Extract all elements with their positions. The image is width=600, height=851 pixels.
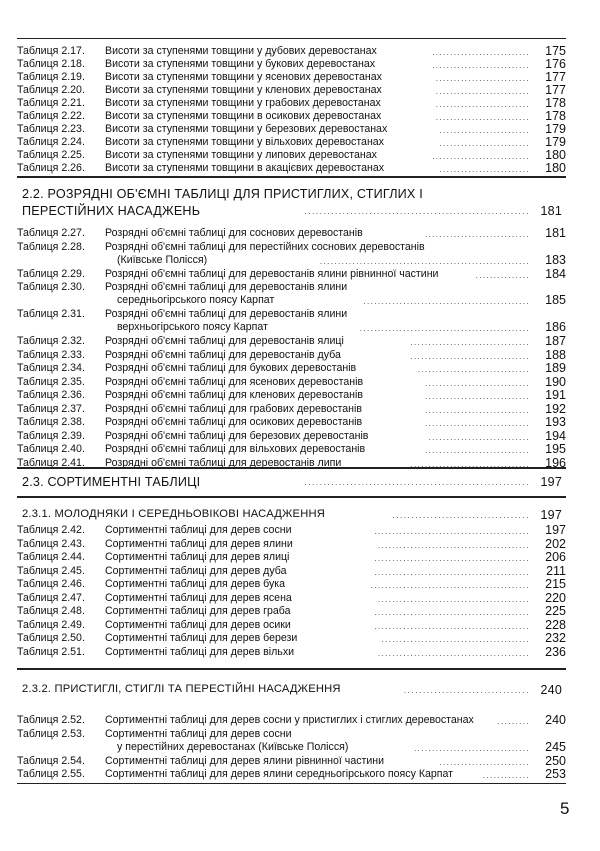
section-heading bbox=[22, 475, 562, 489]
subsection-heading bbox=[22, 683, 562, 695]
toc-entry-title: Розрядні об'ємні таблиці для соснових деревостанів bbox=[105, 227, 363, 239]
leader-dots: ............................. bbox=[424, 405, 530, 415]
toc-entry-title-continued: середньогірського поясу Карпат bbox=[117, 294, 275, 306]
toc-entry-label: Таблиця 2.40. bbox=[17, 443, 85, 455]
toc-entry-label: Таблиця 2.23. bbox=[17, 123, 85, 135]
section-heading-line2: ПЕРЕСТІЙНИХ НАСАДЖЕНЬ bbox=[22, 204, 201, 218]
toc-entry-page-number: 181 bbox=[545, 226, 566, 240]
toc-entry-label: Таблиця 2.19. bbox=[17, 71, 85, 83]
toc-entry-page-number: 184 bbox=[545, 266, 566, 281]
subsection-page-number: 240 bbox=[540, 683, 562, 697]
leader-dots: ................................. bbox=[410, 351, 530, 361]
toc-entry-title: Сортиментні таблиці для дерев ялиці bbox=[105, 551, 290, 563]
leader-dots: ............................. bbox=[424, 446, 530, 455]
toc-entry-label: Таблиця 2.28. bbox=[17, 240, 85, 253]
toc-entry-label: Таблиця 2.51. bbox=[17, 645, 85, 658]
toc-entry-title: Розрядні об'ємні таблиці для деревостанів дуба bbox=[105, 348, 341, 361]
leader-dots: ................................. bbox=[403, 686, 530, 695]
toc-entry-page-number: 191 bbox=[545, 388, 566, 402]
toc-entry-label: Таблиця 2.47. bbox=[17, 591, 85, 604]
leader-dots: .......................... bbox=[435, 74, 530, 83]
toc-entry-title: Сортиментні таблиці для дерев ясена bbox=[105, 591, 292, 604]
toc-entry-title: Розрядні об'ємні таблиці для деревостанів ялини bbox=[105, 308, 348, 320]
toc-entry-title: Висоти за ступенями товщини в акацієвих деревостанах bbox=[105, 162, 385, 174]
section-heading-line1: 2.2. РОЗРЯДНІ ОБ'ЄМНІ ТАБЛИЦІ ДЛЯ ПРИСТИГЛИХ, СТИГЛИХ І bbox=[22, 187, 423, 201]
leader-dots: ........................................... bbox=[374, 608, 530, 617]
toc-entry-title: Сортиментні таблиці для дерев ялини середньогірського поясу Карпат bbox=[105, 768, 454, 780]
leader-dots: .............................................. bbox=[363, 297, 530, 306]
toc-entry-page-number: 185 bbox=[545, 293, 566, 307]
toc-block-heights bbox=[17, 38, 566, 178]
toc-entry-page-number: 178 bbox=[545, 96, 566, 110]
toc-entry-label: Таблиця 2.50. bbox=[17, 632, 85, 644]
section-heading-text: 2.3. СОРТИМЕНТНІ ТАБЛИЦІ bbox=[22, 475, 201, 489]
toc-entry-title: Розрядні об'ємні таблиці для деревостанів липи bbox=[105, 456, 342, 469]
toc-entry-title: Висоти за ступенями товщини у кленових деревостанах bbox=[105, 84, 382, 96]
toc-entry-title-continued: (Київське Полісся) bbox=[117, 253, 208, 266]
section-heading-line2-row bbox=[22, 204, 562, 218]
toc-entry-page-number: 215 bbox=[545, 577, 566, 591]
toc-entry-label: Таблиця 2.27. bbox=[17, 227, 85, 239]
toc-entry-label: Таблиця 2.36. bbox=[17, 389, 85, 401]
toc-entry-title: Розрядні об'ємні таблиці для деревостанів ялини рівнинної частини bbox=[105, 267, 439, 280]
leader-dots: ......... bbox=[497, 717, 530, 726]
toc-entry-title: Сортиментні таблиці для дерев сосни у пристиглих і стиглих деревостанах bbox=[105, 714, 474, 726]
toc-entry-title: Висоти за ступенями товщини у березових деревостанах bbox=[105, 123, 388, 135]
toc-entry-page-number: 228 bbox=[545, 617, 566, 632]
leader-dots: .......................... bbox=[435, 87, 530, 96]
leader-dots: ............................................... bbox=[359, 324, 530, 333]
toc-entry-page-number: 250 bbox=[545, 753, 566, 768]
toc-entry-page-number: 193 bbox=[545, 415, 566, 429]
toc-entry-title: Сортиментні таблиці для дерев дуба bbox=[105, 564, 287, 577]
leader-dots: .......................................... bbox=[377, 594, 530, 604]
toc-entry-title: Висоти за ступенями товщини у липових деревостанах bbox=[105, 149, 377, 161]
toc-entry-label: Таблиця 2.20. bbox=[17, 84, 85, 96]
toc-entry-page-number: 175 bbox=[545, 44, 566, 58]
toc-entry-title: Сортиментні таблиці для дерев бука bbox=[105, 578, 286, 590]
toc-entry-label: Таблиця 2.32. bbox=[17, 335, 85, 347]
toc-entry-label: Таблиця 2.49. bbox=[17, 618, 85, 631]
toc-entry-title: Сортиментні таблиці для дерев вільхи bbox=[105, 645, 295, 658]
toc-entry-page-number: 220 bbox=[545, 590, 566, 605]
toc-entry-page-number: 240 bbox=[545, 713, 566, 727]
toc-entry-page-number: 176 bbox=[545, 57, 566, 71]
leader-dots: ........................................................... bbox=[304, 207, 530, 216]
page-number: 5 bbox=[560, 799, 570, 818]
toc-entry-page-number: 192 bbox=[545, 401, 566, 416]
toc-entry-title: Висоти за ступенями товщини у букових деревостанах bbox=[105, 58, 376, 70]
leader-dots: ......................... bbox=[439, 126, 530, 135]
leader-dots: ................................ bbox=[414, 743, 530, 753]
toc-entry-title: Висоти за ступенями товщини у ясенових деревостанах bbox=[105, 71, 382, 83]
toc-entry-page-number: 180 bbox=[545, 148, 566, 162]
leader-dots: ......................... bbox=[439, 757, 530, 767]
leader-dots: ................................. bbox=[410, 338, 530, 347]
toc-entry-page-number: 189 bbox=[545, 361, 566, 375]
toc-entry-page-number: 195 bbox=[545, 442, 566, 456]
toc-entry-label: Таблиця 2.39. bbox=[17, 429, 85, 442]
toc-entry-page-number: 177 bbox=[545, 70, 566, 84]
toc-entry-label: Таблиця 2.45. bbox=[17, 564, 85, 577]
toc-entry-title-continued: верхньогірського поясу Карпат bbox=[117, 321, 268, 333]
toc-entry-page-number: 187 bbox=[545, 334, 566, 348]
toc-entry-page-number: 245 bbox=[545, 739, 566, 754]
toc-entry-label: Таблиця 2.18. bbox=[17, 58, 85, 70]
toc-entry-page-number: 179 bbox=[545, 122, 566, 136]
toc-entry-title: Сортиментні таблиці для дерев осики bbox=[105, 618, 291, 631]
toc-entry-title: Розрядні об'ємні таблиці для вільхових деревостанів bbox=[105, 443, 366, 455]
toc-entry-label: Таблиця 2.55. bbox=[17, 768, 85, 780]
leader-dots: .......................... bbox=[435, 113, 530, 122]
toc-entry-page-number: 202 bbox=[545, 536, 566, 551]
toc-entry-label: Таблиця 2.53. bbox=[17, 727, 85, 740]
toc-entry-page-number: 196 bbox=[545, 455, 566, 470]
toc-entry-page-number: 232 bbox=[545, 631, 566, 645]
toc-entry-label: Таблиця 2.29. bbox=[17, 267, 85, 280]
toc-entry-page-number: 194 bbox=[545, 428, 566, 443]
toc-entry-label: Таблиця 2.37. bbox=[17, 402, 85, 415]
toc-entry-title: Розрядні об'ємні таблиці для осикових деревостанів bbox=[105, 416, 363, 428]
toc-entry-label: Таблиця 2.41. bbox=[17, 456, 85, 469]
toc-entry-title: Розрядні об'ємні таблиці для березових деревостанів bbox=[105, 429, 369, 442]
toc-entry-label: Таблиця 2.17. bbox=[17, 45, 85, 57]
leader-dots: ......................................... bbox=[381, 635, 530, 644]
leader-dots: ............................. bbox=[424, 419, 530, 428]
toc-entry-title: Розрядні об'ємні таблиці для перестійних соснових деревостанів bbox=[105, 240, 425, 253]
leader-dots: ............................. bbox=[424, 230, 530, 239]
leader-dots: ............................... bbox=[417, 365, 530, 374]
toc-block-young-stands bbox=[17, 496, 566, 670]
toc-entry-label: Таблиця 2.44. bbox=[17, 551, 85, 563]
toc-entry-page-number: 177 bbox=[545, 83, 566, 97]
toc-entry-page-number: 225 bbox=[545, 604, 566, 618]
toc-entry-title: Розрядні об'ємні таблиці для деревостанів ялиці bbox=[105, 335, 344, 347]
section-page-number: 197 bbox=[540, 475, 562, 489]
toc-entry-label: Таблиця 2.48. bbox=[17, 605, 85, 617]
toc-entry-label: Таблиця 2.31. bbox=[17, 308, 85, 320]
subsection-heading bbox=[22, 508, 562, 520]
toc-entry-label: Таблиця 2.24. bbox=[17, 136, 85, 148]
toc-entry-label: Таблиця 2.30. bbox=[17, 281, 85, 293]
toc-entry-page-number: 186 bbox=[545, 320, 566, 334]
leader-dots: ............................. bbox=[424, 378, 530, 388]
leader-dots: ........................................... bbox=[374, 527, 530, 536]
toc-entry-label: Таблиця 2.52. bbox=[17, 714, 85, 726]
leader-dots: .......................................... bbox=[377, 648, 530, 658]
leader-dots: ............................................ bbox=[370, 581, 530, 590]
toc-block-mature-stands bbox=[17, 668, 566, 784]
toc-entry-page-number: 211 bbox=[546, 563, 566, 578]
section-heading bbox=[22, 187, 562, 201]
toc-entry-label: Таблиця 2.33. bbox=[17, 348, 85, 361]
toc-entry-title: Сортиментні таблиці для дерев сосни bbox=[105, 727, 292, 740]
leader-dots: ............................. bbox=[424, 392, 530, 401]
toc-entry-page-number: 236 bbox=[545, 644, 566, 659]
toc-entry-title: Розрядні об'ємні таблиці для деревостанів ялини bbox=[105, 281, 348, 293]
subsection-page-number: 197 bbox=[540, 508, 562, 522]
toc-entry-page-number: 253 bbox=[545, 767, 566, 781]
subsection-heading-text: 2.3.1. МОЛОДНЯКИ І СЕРЕДНЬОВІКОВІ НАСАДЖЕННЯ bbox=[22, 508, 326, 520]
leader-dots: ........................... bbox=[432, 152, 530, 161]
leader-dots: ............................ bbox=[428, 432, 530, 442]
toc-entry-page-number: 179 bbox=[545, 135, 566, 149]
toc-entry-label: Таблиця 2.21. bbox=[17, 97, 85, 109]
leader-dots: ........................................................... bbox=[304, 478, 530, 487]
toc-entry-label: Таблиця 2.54. bbox=[17, 754, 85, 767]
toc-entry-title: Висоти за ступенями товщини в осикових деревостанах bbox=[105, 110, 382, 122]
leader-dots: ................................. bbox=[410, 459, 530, 469]
toc-entry-page-number: 180 bbox=[545, 161, 566, 175]
toc-entry-title: Розрядні об'ємні таблиці для букових деревостанів bbox=[105, 362, 357, 374]
leader-dots: ........................................... bbox=[374, 554, 530, 563]
toc-entry-label: Таблиця 2.22. bbox=[17, 110, 85, 122]
leader-dots: .......................... bbox=[435, 100, 530, 109]
toc-entry-title: Сортиментні таблиці для дерев ялини bbox=[105, 537, 293, 550]
toc-entry-title: Сортиментні таблиці для дерев берези bbox=[105, 632, 298, 644]
toc-entry-label: Таблиця 2.43. bbox=[17, 537, 85, 550]
leader-dots: ............. bbox=[482, 771, 530, 780]
leader-dots: .......................................................... bbox=[319, 256, 530, 266]
toc-entry-title: Сортиментні таблиці для дерев сосни bbox=[105, 524, 292, 536]
toc-entry-label: Таблиця 2.34. bbox=[17, 362, 85, 374]
toc-entry-page-number: 190 bbox=[545, 374, 566, 389]
toc-entry-title: Розрядні об'ємні таблиці для кленових деревостанів bbox=[105, 389, 363, 401]
toc-entry-page-number: 188 bbox=[545, 347, 566, 362]
toc-entry-page-number: 197 bbox=[545, 523, 566, 537]
toc-entry-label: Таблиця 2.25. bbox=[17, 149, 85, 161]
toc-entry-page-number: 206 bbox=[545, 550, 566, 564]
leader-dots: .......................................... bbox=[377, 540, 530, 550]
toc-entry-title: Висоти за ступенями товщини у дубових деревостанах bbox=[105, 45, 377, 57]
leader-dots: ........................................... bbox=[374, 621, 530, 631]
toc-entry-title: Висоти за ступенями товщини у грабових деревостанах bbox=[105, 97, 381, 109]
toc-block-volume-tables bbox=[17, 176, 566, 469]
toc-entry-label: Таблиця 2.46. bbox=[17, 578, 85, 590]
subsection-heading-text: 2.3.2. ПРИСТИГЛІ, СТИГЛІ ТА ПЕРЕСТІЙНІ НАСАДЖЕННЯ bbox=[22, 683, 341, 695]
toc-entry-label: Таблиця 2.38. bbox=[17, 416, 85, 428]
toc-entry-page-number: 178 bbox=[545, 109, 566, 123]
toc-entry-title: Сортиментні таблиці для дерев ялини рівнинної частини bbox=[105, 754, 385, 767]
leader-dots: ........................... bbox=[432, 48, 530, 57]
leader-dots: ............... bbox=[475, 270, 530, 280]
leader-dots: .................................... bbox=[392, 511, 530, 520]
toc-block-assortment bbox=[17, 467, 566, 498]
toc-entry-title: Розрядні об'ємні таблиці для ясенових деревостанів bbox=[105, 375, 364, 388]
toc-entry-label: Таблиця 2.35. bbox=[17, 375, 85, 388]
toc-entry-title: Сортиментні таблиці для дерев граба bbox=[105, 605, 291, 617]
leader-dots: ......................... bbox=[439, 165, 530, 174]
toc-entry-label: Таблиця 2.26. bbox=[17, 162, 85, 174]
leader-dots: ........................... bbox=[432, 61, 530, 70]
leader-dots: ........................................... bbox=[374, 567, 530, 577]
toc-entry-page-number: 183 bbox=[545, 252, 566, 267]
toc-entry-title: Розрядні об'ємні таблиці для грабових деревостанів bbox=[105, 402, 363, 415]
leader-dots: ......................... bbox=[439, 139, 530, 148]
toc-entry-title: Висоти за ступенями товщини у вільхових деревостанах bbox=[105, 136, 384, 148]
section-page-number: 181 bbox=[540, 204, 562, 218]
toc-entry-title-continued: у перестійних деревостанах (Київське Полісся) bbox=[117, 740, 349, 753]
toc-entry-label: Таблиця 2.42. bbox=[17, 524, 85, 536]
